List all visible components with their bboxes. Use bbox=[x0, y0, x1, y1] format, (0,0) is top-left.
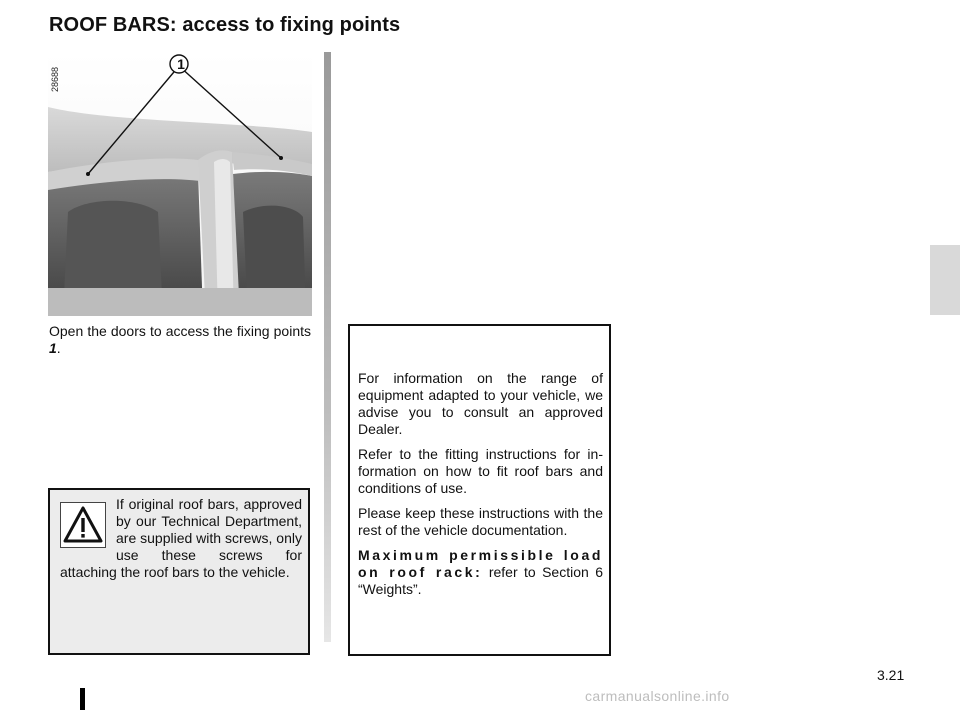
warning-box bbox=[48, 488, 310, 655]
page-title: ROOF BARS: access to fixing points bbox=[49, 14, 401, 36]
info-box bbox=[348, 324, 611, 656]
info-paragraph-1: For information on the range of equipment adapted to your vehicle, we advise you to consult an approved Dealer. bbox=[358, 370, 603, 437]
figure-code: 28688 bbox=[50, 66, 60, 92]
page-number: 3.21 bbox=[877, 667, 905, 683]
column-divider bbox=[324, 52, 331, 642]
info-paragraph-2: Refer to the fitting instructions for information on how to fit roof bars and conditions of use. bbox=[358, 446, 603, 496]
section-tab bbox=[930, 245, 960, 315]
info-paragraph-3: Please keep these instructions with the rest of the vehicle documentation. bbox=[358, 505, 603, 538]
callout-label: 1 bbox=[177, 56, 185, 72]
info-paragraph-4 bbox=[358, 547, 603, 598]
caption-ref: 1 bbox=[49, 340, 57, 356]
max-load-label: Maximum permissible load on roof rack: bbox=[358, 547, 603, 580]
info-content bbox=[358, 370, 603, 606]
car-door-frame-illustration bbox=[48, 52, 312, 316]
illustration-svg bbox=[48, 52, 312, 316]
caption-suffix: . bbox=[56, 340, 61, 356]
warning-text: If original roof bars, approved by our Technical Department, are supplied with screws, only use these screws for attaching the roof bars to the vehicle. bbox=[60, 496, 302, 580]
caption-text: Open the doors to access the fixing points bbox=[49, 323, 311, 339]
footer-marker bbox=[80, 688, 85, 710]
figure-caption bbox=[49, 323, 311, 357]
max-load-text: refer to Section 6 “Weights”. bbox=[358, 564, 603, 597]
watermark: carmanualsonline.info bbox=[585, 688, 730, 704]
